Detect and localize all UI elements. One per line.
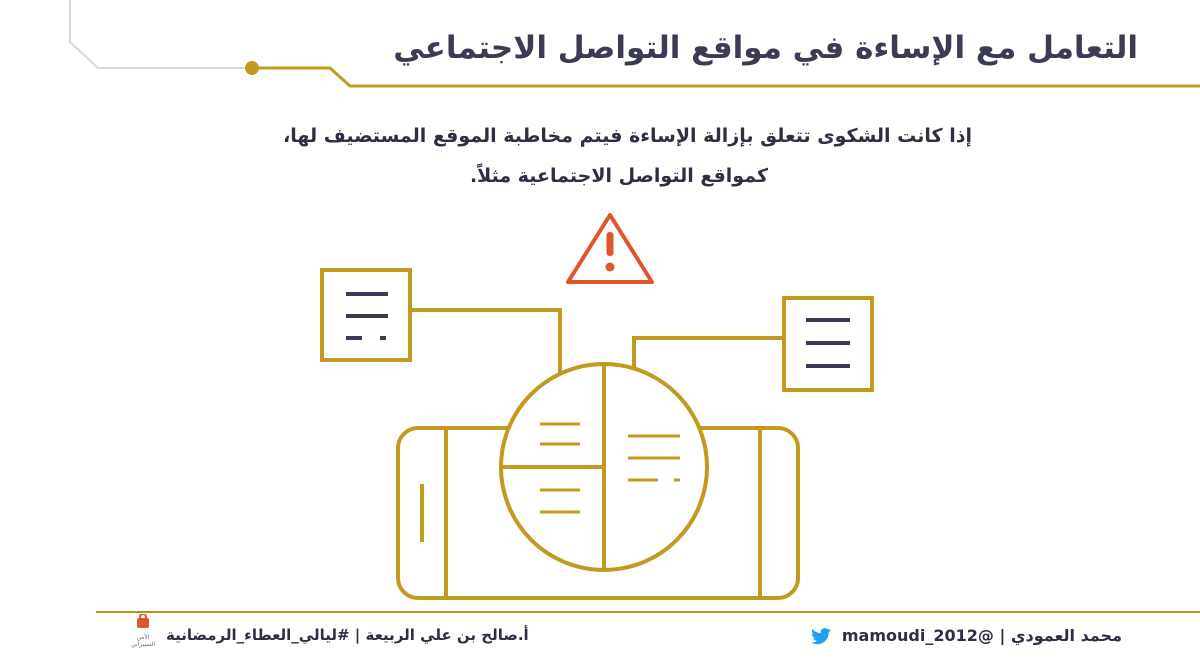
connector-right xyxy=(634,338,784,378)
footer-divider xyxy=(96,611,1200,613)
pie-chart-icon xyxy=(501,364,707,570)
document-icon-right xyxy=(784,298,872,390)
slide-title: التعامل مع الإساءة في مواقع التواصل الاجتماعي xyxy=(393,30,1138,66)
logo-mark xyxy=(135,614,151,630)
logo-icon xyxy=(126,614,160,660)
footer-left: أ.صالح بن علي الربيعة | #ليالي_العطاء_الرمضانية xyxy=(166,626,529,644)
logo-text-1: الأمن xyxy=(136,634,150,641)
document-icon-left xyxy=(322,270,410,360)
connector-left xyxy=(410,310,560,378)
warning-icon xyxy=(568,215,652,282)
footer-author-handle: محمد العمودي | @mamoudi_2012 xyxy=(841,626,1122,645)
footer-right xyxy=(810,626,1122,646)
twitter-icon xyxy=(810,628,832,646)
logo-text-2: السيبراني xyxy=(130,641,156,648)
body-line-2: كمواقع التواصل الاجتماعية مثلاً. xyxy=(469,165,768,187)
body-line-1: إذا كانت الشكوى تتعلق بإزالة الإساءة فيتم مخاطبة الموقع المستضيف لها، xyxy=(283,125,972,147)
